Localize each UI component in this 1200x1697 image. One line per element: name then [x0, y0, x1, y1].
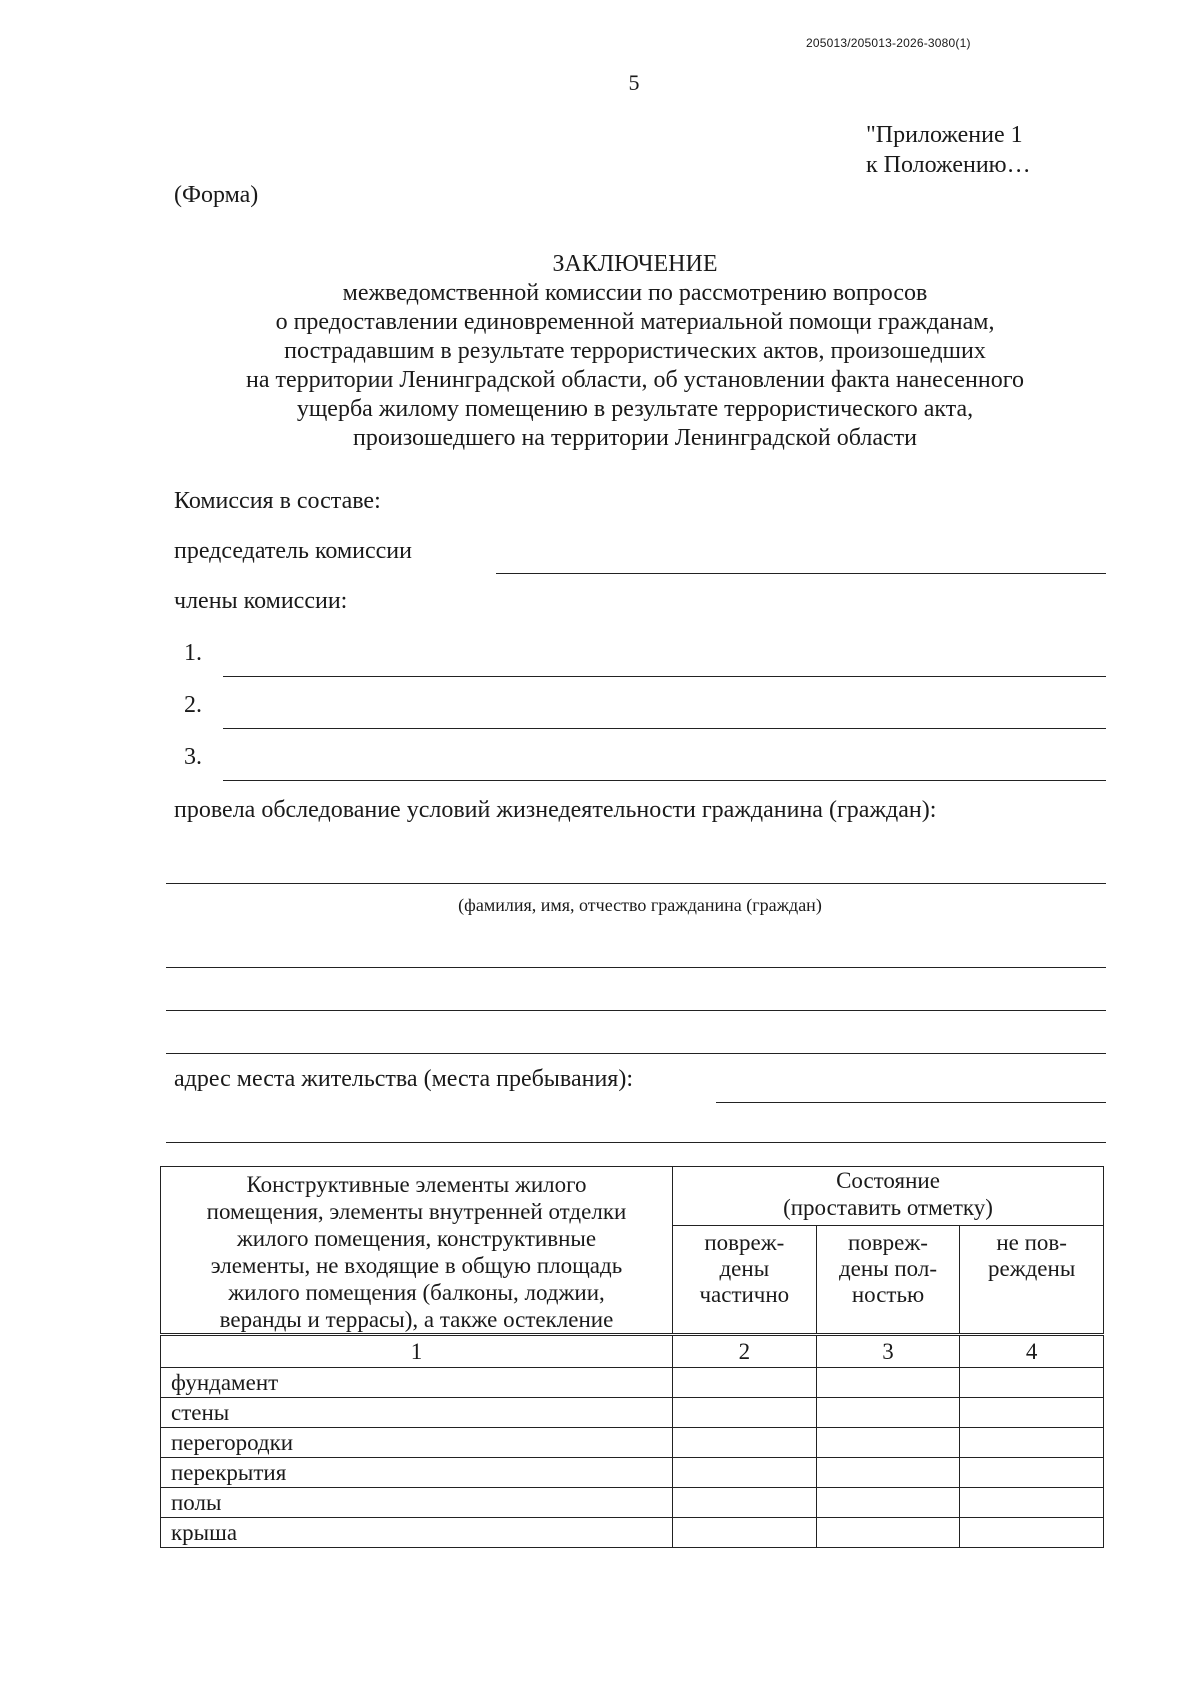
header-line: элементы, не входящие в общую площадь: [210, 1253, 623, 1278]
table-row: [161, 1398, 1104, 1428]
members-label: члены комиссии:: [174, 588, 348, 614]
header-line: жилого помещения (балконы, лоджии,: [228, 1280, 605, 1305]
element-name: фундамент: [161, 1368, 673, 1398]
title-line: пострадавшим в результате террористических актов, произошедших: [284, 338, 986, 364]
mark-cell[interactable]: [816, 1428, 960, 1458]
title-heading: ЗАКЛЮЧЕНИЕ: [552, 251, 718, 277]
column-number: 4: [960, 1335, 1104, 1368]
address-field-line[interactable]: [716, 1102, 1106, 1103]
subheader-line: не пов-: [996, 1230, 1067, 1255]
chairman-label: председатель комиссии: [174, 538, 412, 564]
member-number: 1.: [184, 640, 202, 666]
page-number: 5: [628, 70, 640, 95]
citizen-name-caption: (фамилия, имя, отчество гражданина (граждан): [458, 895, 822, 915]
annex-reference: [866, 120, 1031, 180]
damage-assessment-table: [160, 1166, 1104, 1548]
mark-cell[interactable]: [672, 1428, 816, 1458]
mark-cell[interactable]: [816, 1518, 960, 1548]
state-header-title: Состояние: [836, 1168, 940, 1193]
blank-field-line[interactable]: [166, 1053, 1106, 1054]
table-row: [161, 1428, 1104, 1458]
chairman-field-line[interactable]: [496, 573, 1106, 574]
mark-cell[interactable]: [816, 1488, 960, 1518]
fully-damaged-header: [816, 1226, 960, 1335]
header-line: веранды и террасы), а также остекление: [219, 1307, 614, 1332]
commission-composition-label: Комиссия в составе:: [174, 488, 381, 514]
subheader-line: дены пол-: [838, 1256, 938, 1281]
member-number: 2.: [184, 692, 202, 718]
mark-cell[interactable]: [960, 1428, 1104, 1458]
mark-cell[interactable]: [816, 1398, 960, 1428]
address-field-line-2[interactable]: [166, 1142, 1106, 1143]
subheader-line: повреж-: [704, 1230, 785, 1255]
title-line: межведомственной комиссии по рассмотрению вопросов: [342, 280, 928, 306]
member-2-field-line[interactable]: [223, 728, 1106, 729]
mark-cell[interactable]: [672, 1488, 816, 1518]
form-label: (Форма): [174, 182, 259, 208]
mark-cell[interactable]: [816, 1458, 960, 1488]
element-name: полы: [161, 1488, 673, 1518]
annex-line-2: к Положению…: [866, 152, 1031, 178]
mark-cell[interactable]: [960, 1518, 1104, 1548]
column-number: 3: [816, 1335, 960, 1368]
citizen-name-field-line[interactable]: [166, 883, 1106, 884]
header-line: помещения, элементы внутренней отделки: [206, 1199, 627, 1224]
table-row: [161, 1368, 1104, 1398]
element-name: перекрытия: [161, 1458, 673, 1488]
element-name: крыша: [161, 1518, 673, 1548]
mark-cell[interactable]: [672, 1518, 816, 1548]
table-row: [161, 1458, 1104, 1488]
title-line: произошедшего на территории Ленинградской области: [353, 425, 917, 451]
not-damaged-header: [960, 1226, 1104, 1335]
annex-line-1: "Приложение 1: [866, 122, 1023, 148]
element-name: стены: [161, 1398, 673, 1428]
mark-cell[interactable]: [960, 1398, 1104, 1428]
column-number: 2: [672, 1335, 816, 1368]
header-line: жилого помещения, конструктивные: [236, 1226, 597, 1251]
column-number-row: [161, 1335, 1104, 1368]
state-column-header: [672, 1167, 1103, 1226]
state-header-note: (проставить отметку): [783, 1195, 993, 1220]
subheader-line: дены: [719, 1256, 770, 1281]
document-title: [160, 250, 1110, 453]
subheader-line: повреж-: [848, 1230, 928, 1255]
document-id: 205013/205013-2026-3080(1): [806, 36, 971, 50]
address-label: адрес места жительства (места пребывания):: [174, 1066, 633, 1092]
mark-cell[interactable]: [672, 1458, 816, 1488]
elements-column-header: [161, 1167, 673, 1335]
member-number: 3.: [184, 744, 202, 770]
title-line: о предоставлении единовременной материальной помощи гражданам,: [275, 309, 995, 335]
partially-damaged-header: [672, 1226, 816, 1335]
mark-cell[interactable]: [960, 1488, 1104, 1518]
element-name: перегородки: [161, 1428, 673, 1458]
survey-text: провела обследование условий жизнедеятельности гражданина (граждан):: [174, 797, 937, 823]
title-line: ущерба жилому помещению в результате террористического акта,: [296, 396, 974, 422]
subheader-line: реждены: [988, 1256, 1076, 1281]
mark-cell[interactable]: [960, 1368, 1104, 1398]
subheader-line: ностью: [851, 1282, 925, 1307]
member-3-field-line[interactable]: [223, 780, 1106, 781]
mark-cell[interactable]: [816, 1368, 960, 1398]
mark-cell[interactable]: [672, 1368, 816, 1398]
title-line: на территории Ленинградской области, об установлении факта нанесенного: [246, 367, 1024, 393]
member-1-field-line[interactable]: [223, 676, 1106, 677]
mark-cell[interactable]: [672, 1398, 816, 1428]
header-line: Конструктивные элементы жилого: [246, 1172, 587, 1197]
table-header-row: [161, 1167, 1104, 1226]
subheader-line: частично: [699, 1282, 790, 1307]
blank-field-line[interactable]: [166, 967, 1106, 968]
blank-field-line[interactable]: [166, 1010, 1106, 1011]
column-number: 1: [161, 1335, 673, 1368]
mark-cell[interactable]: [960, 1458, 1104, 1488]
table-row: [161, 1518, 1104, 1548]
table-row: [161, 1488, 1104, 1518]
